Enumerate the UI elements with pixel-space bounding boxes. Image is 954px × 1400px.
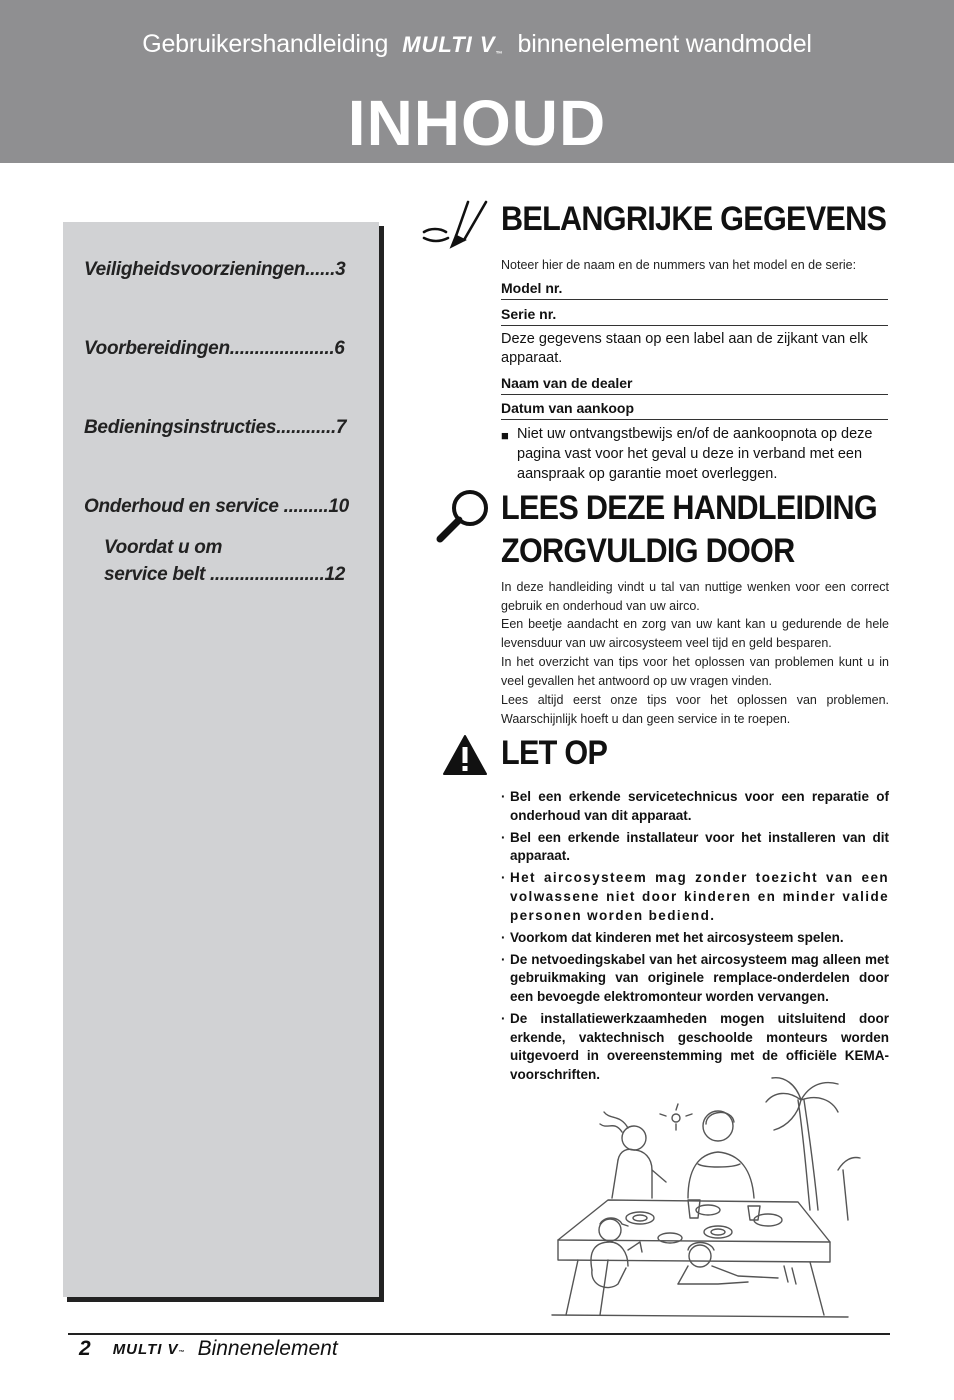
pen-icon [420,198,492,254]
footer [79,1337,338,1361]
read-manual-title-line1: LEES DEZE HANDLEIDING [501,489,877,527]
header-band [0,0,954,163]
footer-label: Binnenelement [197,1337,338,1360]
caution-item: · Voorkom dat kinderen met het aircosysteem spelen. [501,929,844,945]
dealer-name-field: Naam van de dealer [501,375,888,395]
important-data-title: BELANGRIJKE GEGEVENS [501,200,887,238]
serial-number-field: Serie nr. [501,306,888,326]
label-note: Deze gegevens staan op een label aan de zijkant van elk apparaat. [501,331,868,366]
table-of-contents [63,222,379,1297]
read-paragraph-2: Een beetje aandacht en zorg van uw kant kan u gedurende de hele levensduur van uw aircosysteem veel tijd en geld besparen. [501,617,889,650]
square-bullet-icon: ■ [501,428,509,443]
caution-item: · De netvoedingskabel van het aircosysteem mag alleen met gebruikmaking van originele remplace-onderdelen door een bevoegde elektromonteur worden vervangen. [501,951,889,1004]
header-subtitle [0,30,954,59]
magnifier-icon [434,488,494,544]
header-left-text: Gebruikershandleiding [142,30,389,58]
toc-item-before-service[interactable]: Voordat u om service belt .......................12 [104,537,345,585]
purchase-date-field: Datum van aankoop [501,400,888,420]
model-number-field: Model nr. [501,280,888,300]
page-title: INHOUD [347,87,607,159]
read-paragraph-1: In deze handleiding vindt u tal van nuttige wenken voor een correct gebruik en onderhoud van uw airco. [501,580,889,613]
caution-item: · Het aircosysteem mag zonder toezicht van een volwassene niet door kinderen en minder valide personen worden bediend. [501,870,889,923]
footer-rule [68,1333,890,1335]
caution-item: · De installatiewerkzaamheden mogen uitsluitend door erkende, vaktechnisch geschoolde monteurs worden uitgevoerd in overeenstemming met de officiële KEMA-voorschriften. [501,1011,889,1082]
caution-item: · Bel een erkende servicetechnicus voor een reparatie of onderhoud van dit apparaat. [501,789,889,823]
read-paragraph-4: Lees altijd eerst onze tips voor het oplossen van problemen. Waarschijnlijk hoeft u dan geen service in te roepen. [501,693,889,726]
caution-title: LET OP [501,734,608,772]
toc-item-safety[interactable]: Veiligheidsvoorzieningen......3 [84,259,346,280]
read-paragraph-3: In het overzicht van tips voor het oplossen van problemen kunt u in veel gevallen het antwoord op uw vragen vinden. [501,655,889,688]
page-number: 2 [79,1337,91,1360]
read-manual-title-line2: ZORGVULDIG DOOR [501,532,795,570]
warning-icon [442,734,488,776]
family-picnic-illustration [548,1070,888,1328]
caution-item: · Bel een erkende installateur voor het installeren van dit apparaat. [501,829,889,864]
toc-item-preparation[interactable]: Voorbereidingen.....................6 [84,338,345,359]
footer-brand-logo: MULTI V™ [112,1340,186,1358]
header-right-text: binnenelement wandmodel [517,30,812,58]
important-intro: Noteer hier de naam en de nummers van het model en de serie: [501,258,857,272]
toc-item-maintenance[interactable]: Onderhoud en service .........10 [84,496,349,517]
receipt-note: ■ Niet uw ontvangstbewijs en/of de aankoopnota op deze pagina vast voor het geval u deze in verband met een aanspraak op garantie moet overleggen. [501,426,873,482]
caution-list [501,788,889,1088]
toc-item-operation[interactable]: Bedieningsinstructies............7 [84,417,347,438]
brand-logo: MULTI V™ [402,31,504,58]
